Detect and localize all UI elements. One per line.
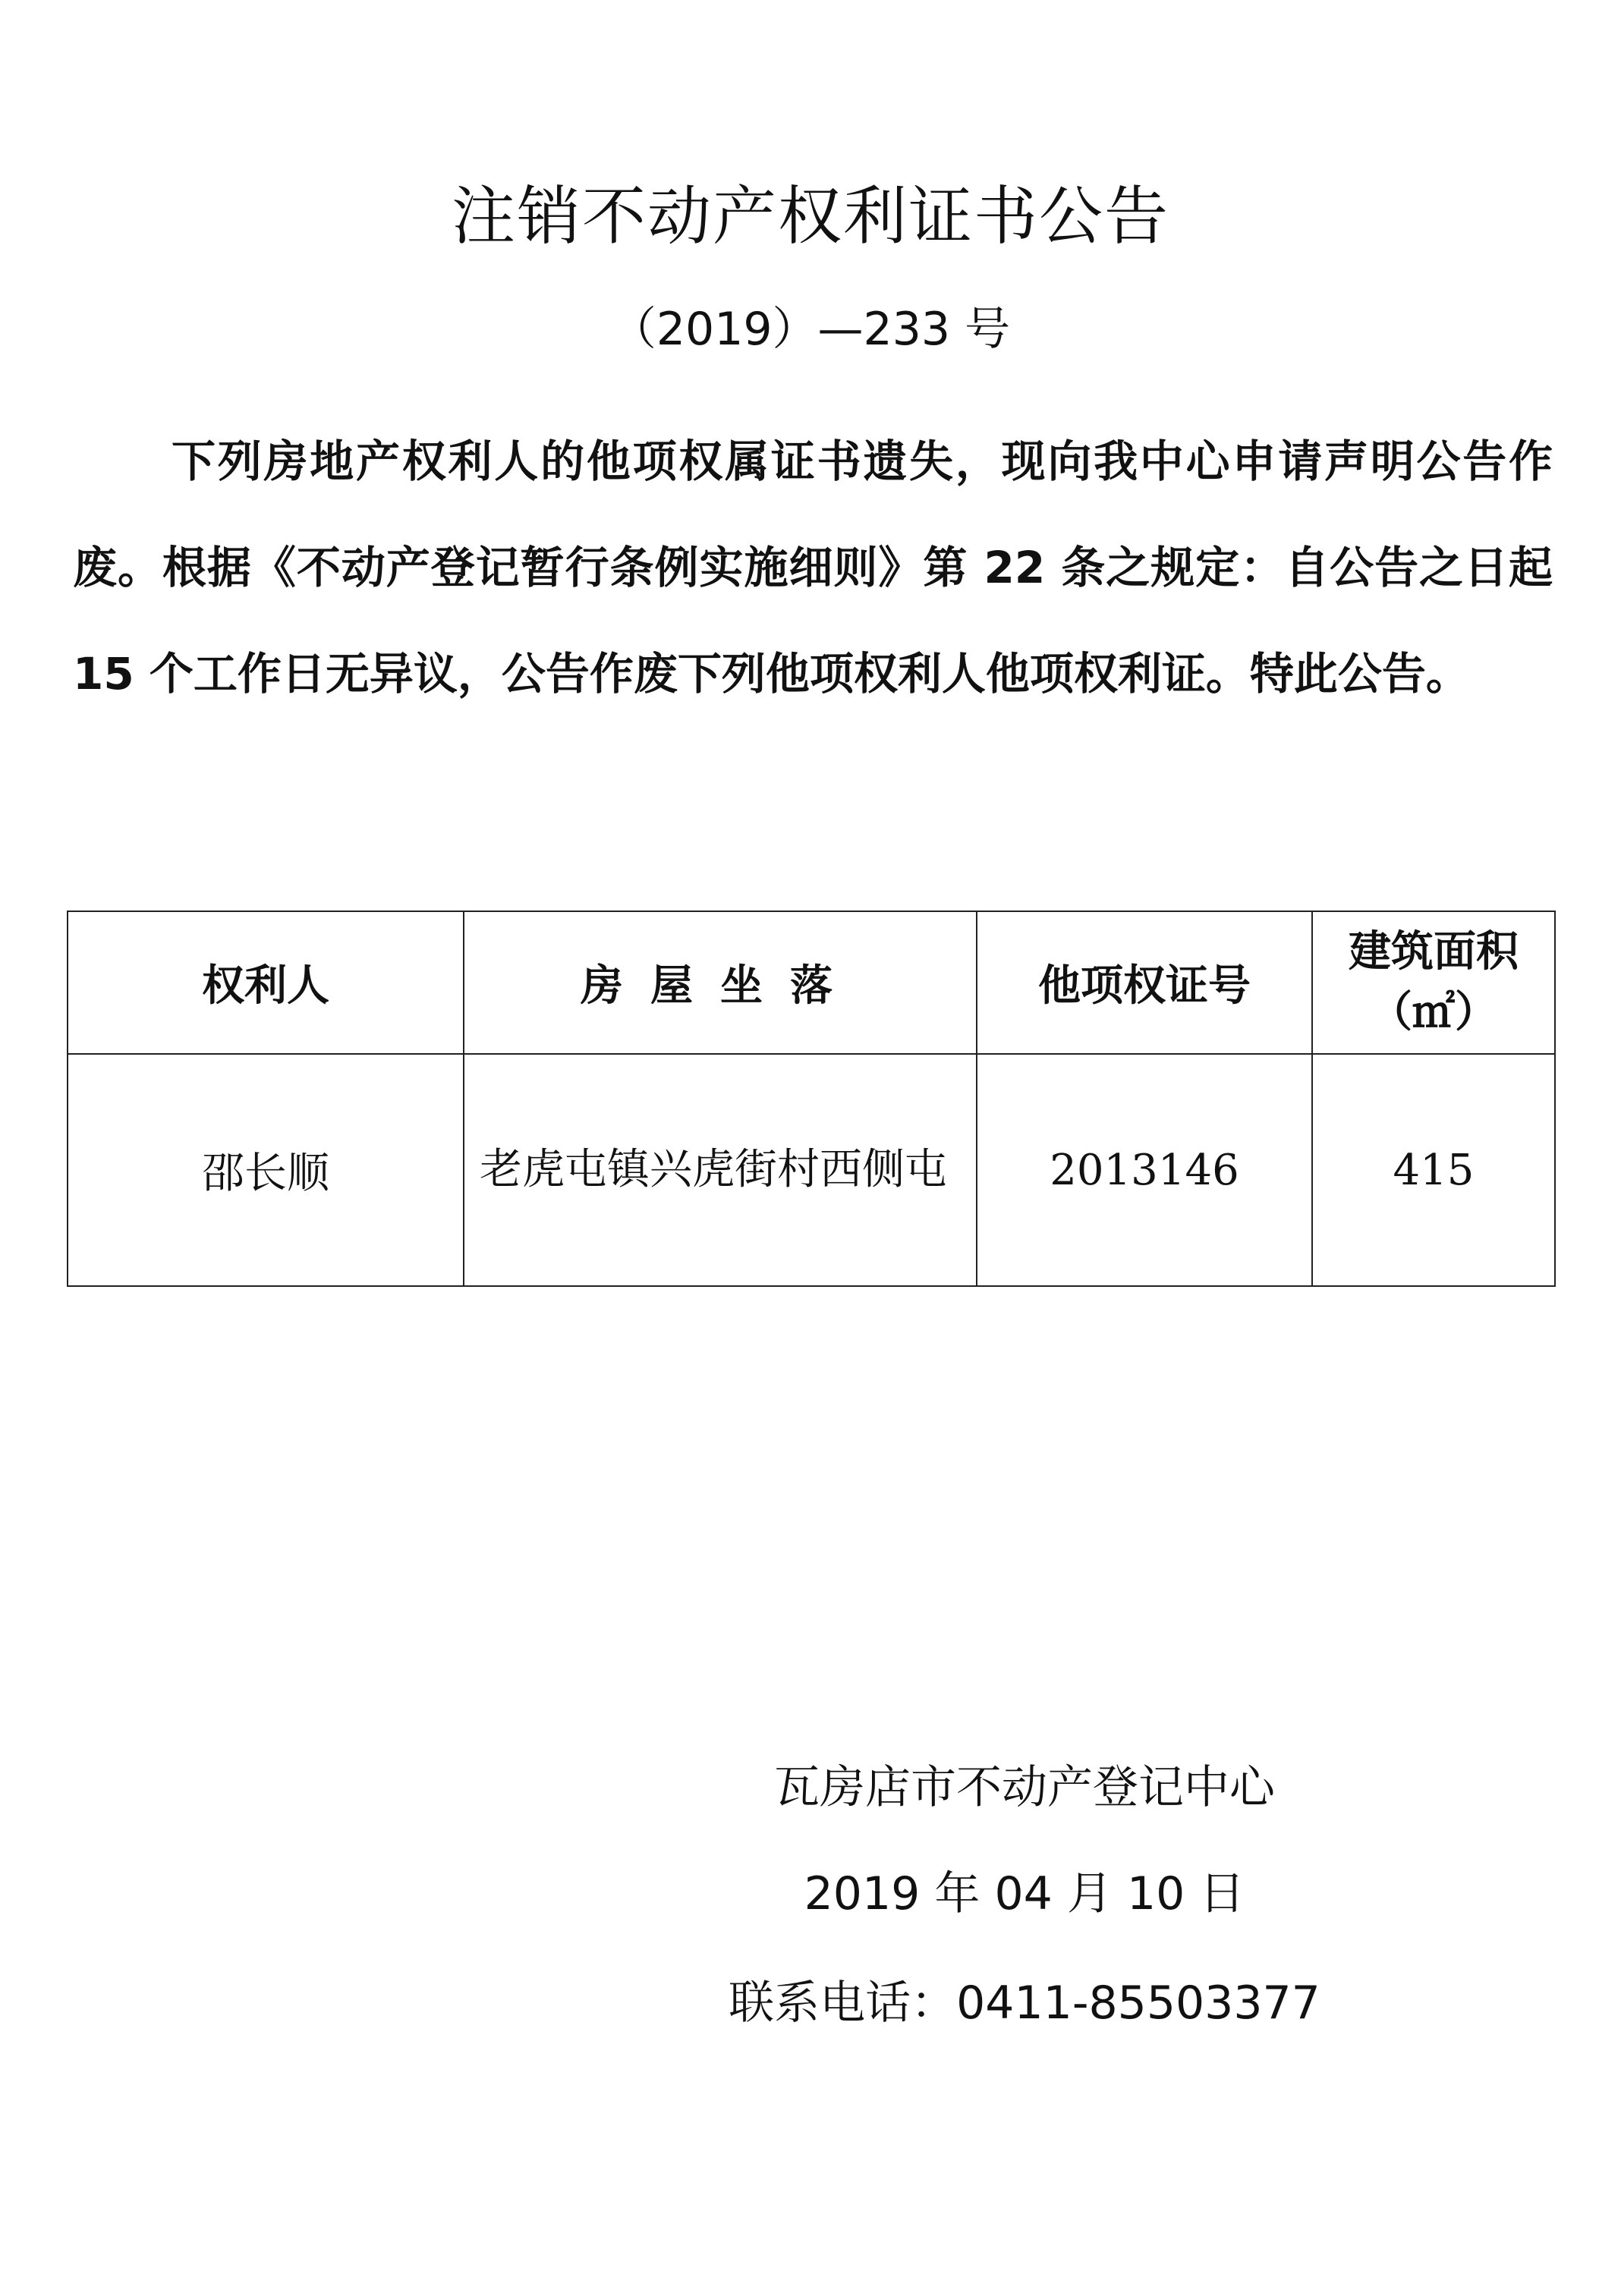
certificate-table xyxy=(67,911,1556,1287)
issuer-name: 瓦房店市不动产登记中心 xyxy=(774,1761,1275,1814)
cell-cert-no: 2013146 xyxy=(977,1054,1312,1286)
cell-holder: 邵长顺 xyxy=(68,1054,464,1286)
document-number: （2019）—233 号 xyxy=(610,303,1011,356)
page-title: 注销不动产权利证书公告 xyxy=(451,179,1169,253)
header-area xyxy=(1312,911,1555,1054)
header-cert-no: 他项权证号 xyxy=(977,911,1312,1054)
header-location: 房屋坐落 xyxy=(464,911,977,1054)
header-area-unit: （㎡） xyxy=(1370,988,1497,1037)
issue-date: 2019 年 04 月 10 日 xyxy=(804,1867,1245,1920)
cell-location: 老虎屯镇兴虎街村西侧屯 xyxy=(464,1054,977,1286)
header-holder: 权利人 xyxy=(68,911,464,1054)
table-header-row xyxy=(68,911,1555,1054)
header-area-label: 建筑面积 xyxy=(1349,927,1519,977)
contact-phone: 联系电话：0411-85503377 xyxy=(729,1977,1320,2030)
cell-area: 415 xyxy=(1312,1054,1555,1286)
table-row xyxy=(68,1054,1555,1286)
notice-body: 下列房地产权利人的他项权属证书遗失，现向我中心申请声明公告作废。根据《不动产登记暂行条例实施细则》第 22 条之规定：自公告之日起 15 个工作日无异议，公告作废下列他项权利人他项权利证。特此公告。 xyxy=(73,436,1553,700)
